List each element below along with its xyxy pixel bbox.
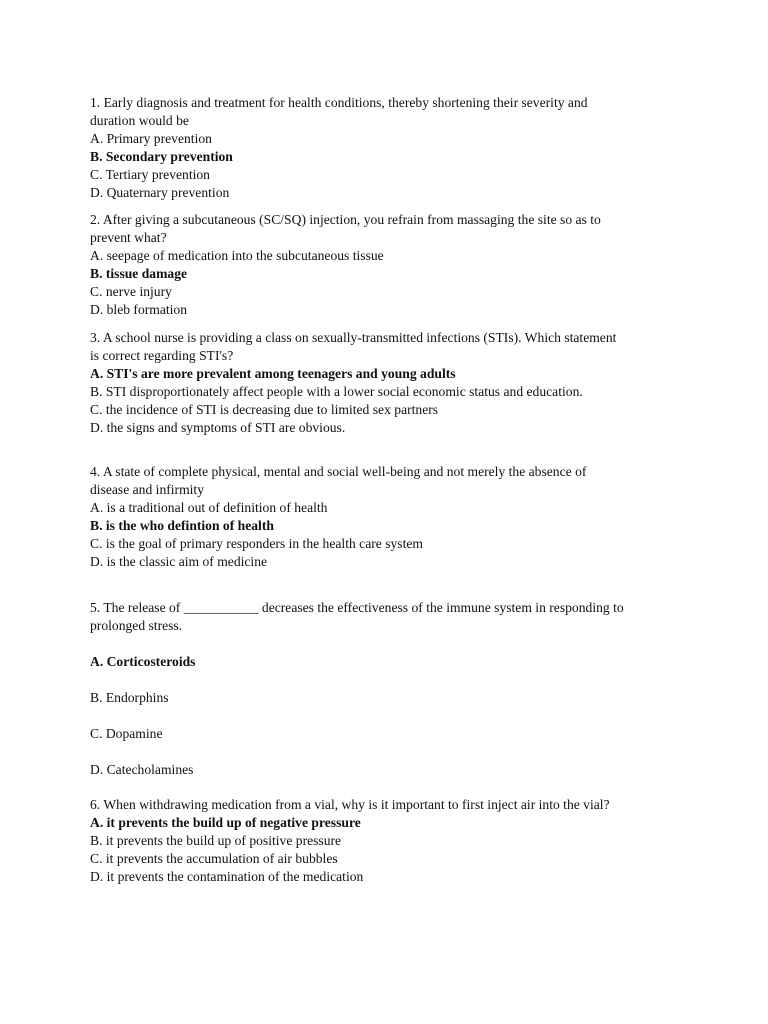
stem-line: 3. A school nurse is providing a class on sexually-transmitted infections (STIs). Which statement bbox=[90, 330, 617, 345]
option-c: C. Dopamine bbox=[90, 726, 163, 741]
spacer bbox=[90, 707, 690, 725]
spacer bbox=[90, 743, 690, 761]
stem-line: prevent what? bbox=[90, 230, 167, 245]
stem-line: 1. Early diagnosis and treatment for health conditions, thereby shortening their severity and bbox=[90, 95, 588, 110]
option-a-correct: A. it prevents the build up of negative pressure bbox=[90, 815, 361, 830]
option-c: C. it prevents the accumulation of air bubbles bbox=[90, 851, 338, 866]
option-d: D. Quaternary prevention bbox=[90, 185, 230, 200]
option-a-correct: A. STI's are more prevalent among teenagers and young adults bbox=[90, 366, 456, 381]
option-d: D. bleb formation bbox=[90, 302, 188, 317]
stem-line: 2. After giving a subcutaneous (SC/SQ) injection, you refrain from massaging the site so as to bbox=[90, 212, 601, 227]
stem-line: is correct regarding STI's? bbox=[90, 348, 234, 363]
spacer bbox=[90, 635, 690, 653]
stem-line: prolonged stress. bbox=[90, 618, 183, 633]
option-b-correct: B. tissue damage bbox=[90, 266, 188, 281]
question-stem bbox=[90, 329, 690, 365]
option-d: D. Catecholamines bbox=[90, 762, 194, 777]
question-stem bbox=[90, 463, 690, 499]
option-b-correct: B. is the who defintion of health bbox=[90, 518, 274, 533]
option-b-correct: B. Secondary prevention bbox=[90, 149, 233, 164]
stem-line: duration would be bbox=[90, 113, 189, 128]
option-c: C. is the goal of primary responders in the health care system bbox=[90, 536, 423, 551]
option-a: A. seepage of medication into the subcutaneous tissue bbox=[90, 248, 384, 263]
question-1 bbox=[90, 94, 690, 202]
option-a-correct: A. Corticosteroids bbox=[90, 654, 196, 669]
stem-line: 5. The release of ___________ decreases the effectiveness of the immune system in responding to bbox=[90, 600, 624, 615]
stem-line: 6. When withdrawing medication from a vial, why is it important to first inject air into the vial? bbox=[90, 797, 610, 812]
option-b: B. it prevents the build up of positive pressure bbox=[90, 833, 342, 848]
option-a: A. is a traditional out of definition of health bbox=[90, 500, 328, 515]
question-stem bbox=[90, 94, 690, 130]
option-c: C. the incidence of STI is decreasing due to limited sex partners bbox=[90, 402, 439, 417]
spacer bbox=[90, 671, 690, 689]
question-stem bbox=[90, 211, 690, 247]
option-b: B. Endorphins bbox=[90, 690, 169, 705]
question-3 bbox=[90, 329, 690, 437]
question-5 bbox=[90, 599, 690, 779]
question-stem bbox=[90, 599, 690, 635]
question-stem bbox=[90, 796, 690, 814]
question-4 bbox=[90, 463, 690, 571]
question-6 bbox=[90, 796, 690, 886]
option-d: D. is the classic aim of medicine bbox=[90, 554, 268, 569]
option-c: C. Tertiary prevention bbox=[90, 167, 210, 182]
option-b: B. STI disproportionately affect people with a lower social economic status and education. bbox=[90, 384, 583, 399]
stem-line: disease and infirmity bbox=[90, 482, 205, 497]
stem-line: 4. A state of complete physical, mental and social well-being and not merely the absence of bbox=[90, 464, 587, 479]
option-d: D. it prevents the contamination of the medication bbox=[90, 869, 364, 884]
option-a: A. Primary prevention bbox=[90, 131, 212, 146]
option-c: C. nerve injury bbox=[90, 284, 172, 299]
question-2 bbox=[90, 211, 690, 319]
option-d: D. the signs and symptoms of STI are obvious. bbox=[90, 420, 346, 435]
